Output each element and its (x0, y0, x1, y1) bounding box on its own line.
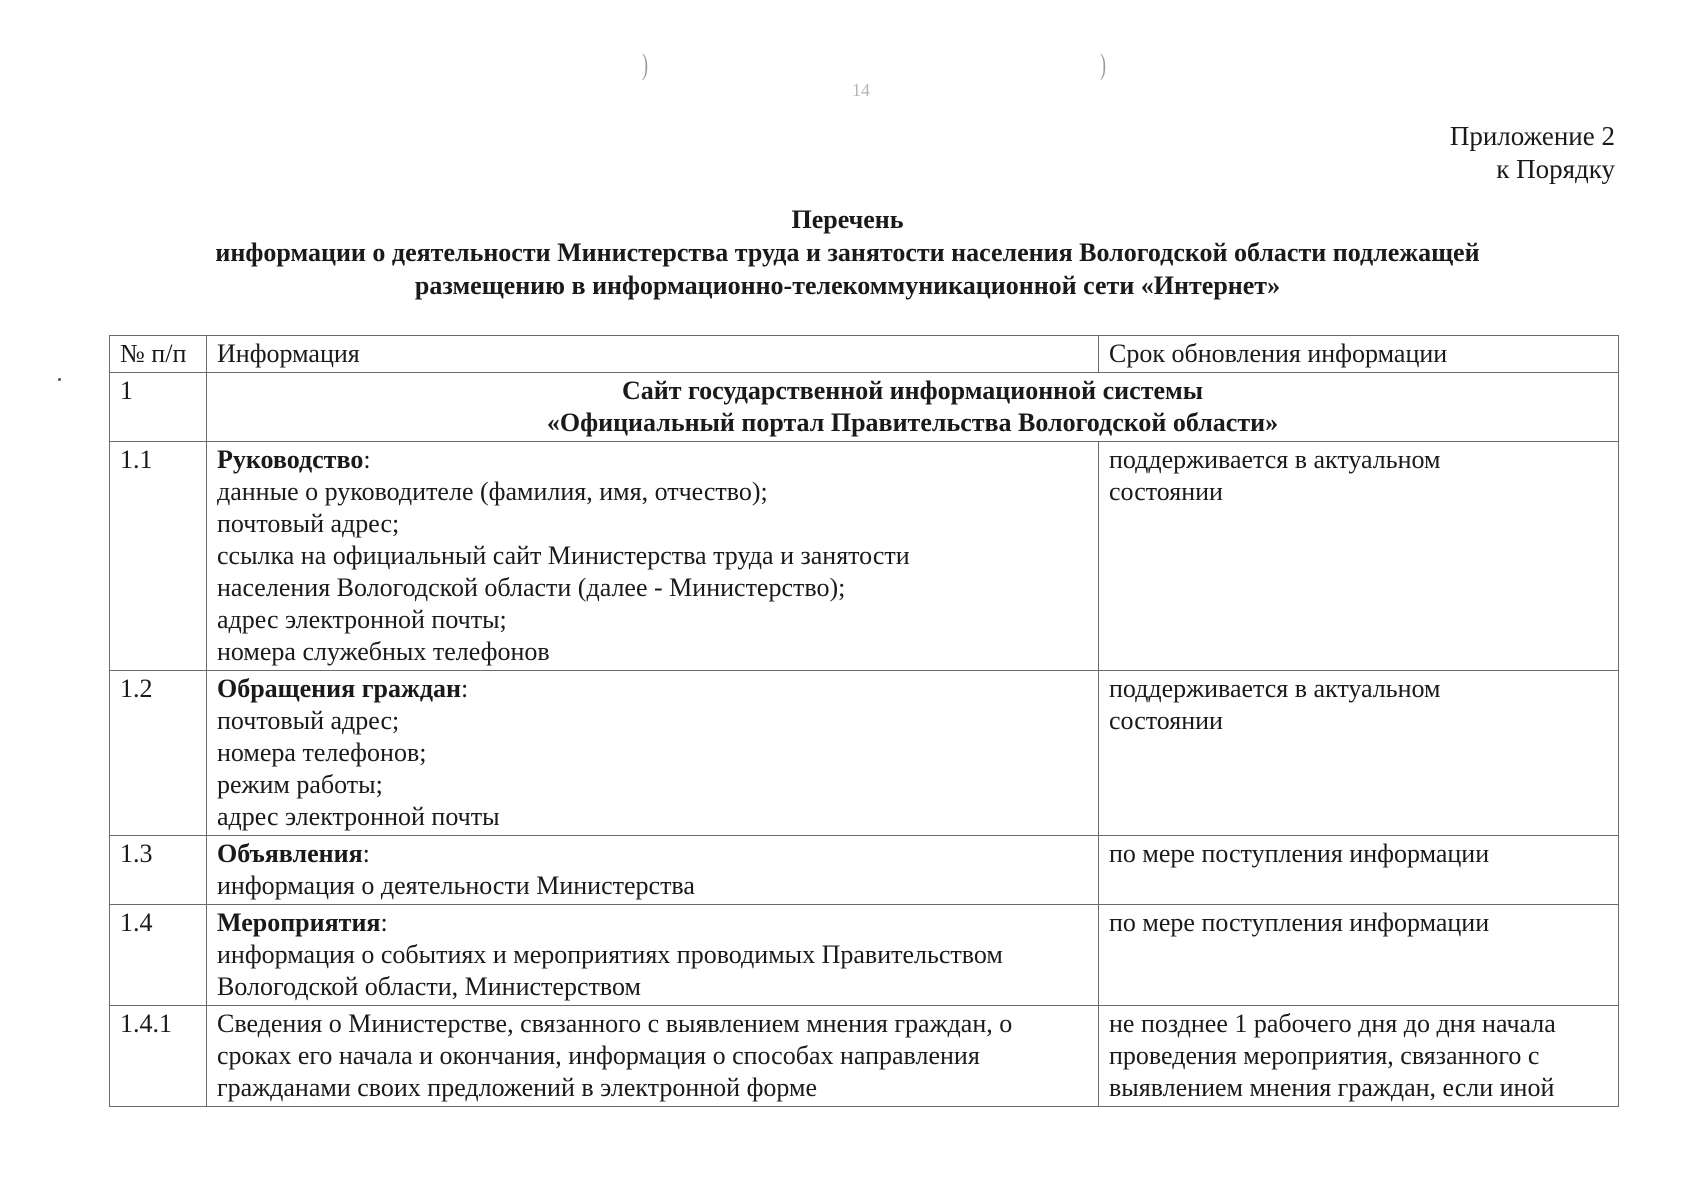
row-information-line: сроках его начала и окончания, информация о способах направления (217, 1041, 980, 1070)
row-term-line: состоянии (1109, 477, 1223, 506)
header-information: Информация (207, 336, 1099, 373)
title-line-2: информации о деятельности Министерства труда и занятости населения Вологодской области подлежащей (215, 238, 1480, 267)
row-heading: Объявления (217, 839, 363, 868)
table-row (110, 1006, 1619, 1107)
row-term (1099, 836, 1619, 905)
row-heading-suffix: : (380, 908, 388, 937)
row-term-line: по мере поступления информации (1109, 839, 1490, 868)
row-number: 1.2 (110, 671, 207, 836)
section-row (110, 373, 1619, 442)
row-term-line: выявлением мнения граждан, если иной (1109, 1073, 1555, 1102)
row-number: 1.4 (110, 905, 207, 1006)
row-information-line: гражданами своих предложений в электронной форме (217, 1073, 818, 1102)
row-information (207, 671, 1099, 836)
row-information-line: почтовый адрес; (217, 706, 400, 735)
row-term-line: поддерживается в актуальном (1109, 674, 1441, 703)
scan-mark-left: ) (642, 48, 648, 81)
document-title (0, 203, 1695, 302)
row-information-line: информация о событиях и мероприятиях проводимых Правительством (217, 940, 1003, 969)
row-term-line: по мере поступления информации (1109, 908, 1490, 937)
row-information (207, 836, 1099, 905)
page-number: 14 (852, 80, 870, 100)
section-number: 1 (110, 373, 207, 442)
row-term-line: поддерживается в актуальном (1109, 445, 1441, 474)
row-information-line: номера телефонов; (217, 738, 427, 767)
row-term-line: состоянии (1109, 706, 1223, 735)
row-heading: Обращения граждан (217, 674, 461, 703)
appendix-note (1450, 120, 1615, 186)
table-header-row (110, 336, 1619, 373)
row-heading-line (217, 444, 1088, 476)
row-heading: Руководство (217, 445, 364, 474)
scan-mark-right: ) (1100, 48, 1106, 81)
row-term (1099, 905, 1619, 1006)
information-table (109, 335, 1619, 1107)
row-information-line: информация о деятельности Министерства (217, 871, 695, 900)
row-heading-line (217, 838, 1088, 870)
row-term (1099, 442, 1619, 671)
header-number: № п/п (110, 336, 207, 373)
row-term-line: не позднее 1 рабочего дня до дня начала (1109, 1009, 1556, 1038)
table-row (110, 671, 1619, 836)
scan-speck (58, 378, 61, 381)
section-title-line-2: «Официальный портал Правительства Вологодской области» (546, 408, 1279, 437)
title-line-1: Перечень (791, 205, 904, 234)
row-heading-suffix: : (460, 674, 469, 703)
row-information (207, 1006, 1099, 1107)
row-term-line: проведения мероприятия, связанного с (1109, 1041, 1540, 1070)
row-information (207, 905, 1099, 1006)
header-term: Срок обновления информации (1099, 336, 1619, 373)
row-heading: Мероприятия (217, 908, 381, 937)
table-row (110, 442, 1619, 671)
section-title-line-1: Сайт государственной информационной системы (621, 376, 1204, 405)
title-line-3: размещению в информационно-телекоммуникационной сети «Интернет» (414, 271, 1281, 300)
row-information-line: адрес электронной почты; (217, 605, 507, 634)
row-heading-suffix: : (362, 839, 370, 868)
row-heading-line (217, 907, 1088, 939)
section-title (207, 373, 1619, 442)
appendix-line-1: Приложение 2 (1449, 121, 1615, 151)
row-term (1099, 1006, 1619, 1107)
row-information-line: адрес электронной почты (217, 802, 500, 831)
table-row (110, 905, 1619, 1006)
row-information-line: номера служебных телефонов (217, 637, 550, 666)
row-information-line: ссылка на официальный сайт Министерства труда и занятости (217, 541, 910, 570)
table-row (110, 836, 1619, 905)
row-information-line: данные о руководителе (фамилия, имя, отчество); (217, 477, 768, 506)
row-information-line: населения Вологодской области (далее - Министерство); (217, 573, 846, 602)
row-number: 1.3 (110, 836, 207, 905)
row-heading-line (217, 673, 1088, 705)
row-information (207, 442, 1099, 671)
row-term (1099, 671, 1619, 836)
row-number: 1.4.1 (110, 1006, 207, 1107)
row-heading-suffix: : (363, 445, 371, 474)
appendix-line-2: к Порядку (1496, 154, 1615, 184)
row-number: 1.1 (110, 442, 207, 671)
row-information-line: Сведения о Министерстве, связанного с выявлением мнения граждан, о (217, 1009, 1013, 1038)
row-information-line: Вологодской области, Министерством (217, 972, 641, 1001)
row-information-line: режим работы; (217, 770, 383, 799)
row-information-line: почтовый адрес; (217, 509, 400, 538)
